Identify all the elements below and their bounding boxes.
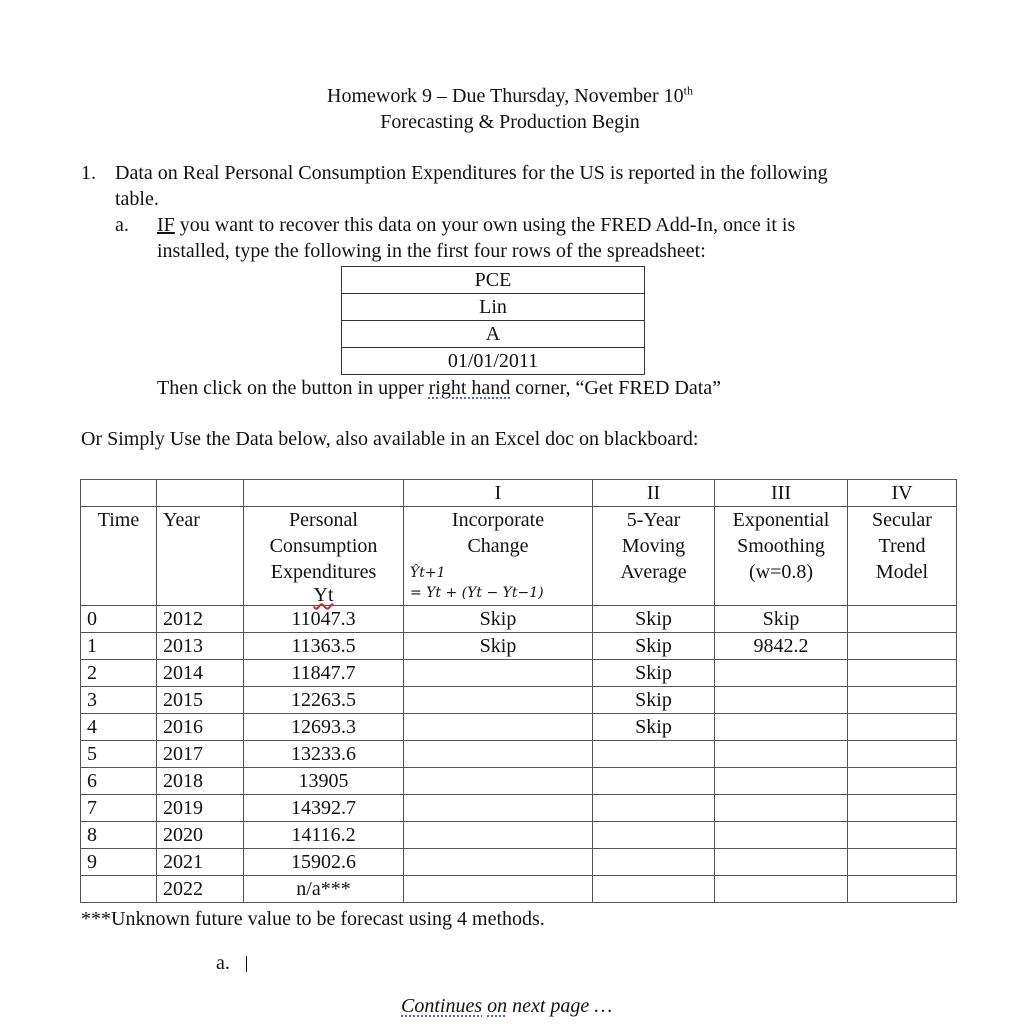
table-row [81, 741, 957, 768]
cell-moving-average: Skip [593, 687, 715, 714]
cell-exp-smoothing [715, 822, 848, 849]
header-method-4: Secular Trend Model [848, 507, 957, 606]
cell-time: 0 [81, 606, 157, 633]
table-row [81, 714, 957, 741]
cell-time: 4 [81, 714, 157, 741]
cell-incorporate-change [404, 660, 593, 687]
cell-trend [848, 795, 957, 822]
cell-year: 2017 [157, 741, 244, 768]
method-numeral: IV [848, 480, 957, 507]
table-row [81, 849, 957, 876]
config-cell: PCE [342, 267, 645, 294]
cell-incorporate-change [404, 849, 593, 876]
cell-trend [848, 660, 957, 687]
cell-moving-average [593, 768, 715, 795]
part-a-text-line2: installed, type the following in the first four rows of the spreadsheet: [157, 240, 706, 262]
cell-incorporate-change [404, 795, 593, 822]
cell-exp-smoothing [715, 687, 848, 714]
cell-year: 2019 [157, 795, 244, 822]
cell-exp-smoothing [715, 714, 848, 741]
table-row [81, 876, 957, 903]
cell-time: 6 [81, 768, 157, 795]
table-row [81, 633, 957, 660]
table-row [81, 660, 957, 687]
cell-trend [848, 714, 957, 741]
text-cursor [246, 956, 247, 972]
cell-moving-average: Skip [593, 714, 715, 741]
cell-incorporate-change: Skip [404, 606, 593, 633]
question-text-line2: table. [115, 188, 159, 210]
page-title: Homework 9 – Due Thursday, November 10th [327, 83, 693, 107]
cell-moving-average [593, 876, 715, 903]
cell-time: 8 [81, 822, 157, 849]
cell-exp-smoothing [715, 660, 848, 687]
sub-part-a: a. [216, 952, 247, 975]
pce-data-table [80, 479, 957, 903]
cell-exp-smoothing: Skip [715, 606, 848, 633]
table-row [81, 606, 957, 633]
cell-moving-average [593, 822, 715, 849]
cell-trend [848, 768, 957, 795]
pce-variable: Yt [313, 584, 334, 606]
cell-incorporate-change [404, 876, 593, 903]
table-row [81, 687, 957, 714]
cell-exp-smoothing [715, 795, 848, 822]
column-header-row [81, 507, 957, 606]
cell-moving-average: Skip [593, 606, 715, 633]
cell-time: 3 [81, 687, 157, 714]
cell-pce: 12263.5 [244, 687, 404, 714]
cell-pce: n/a*** [244, 876, 404, 903]
header-pce: Personal Consumption Expenditures Yt [244, 507, 404, 606]
footnote: ***Unknown future value to be forecast using 4 methods. [81, 908, 545, 930]
table-row [81, 795, 957, 822]
part-a-text-line1: IF you want to recover this data on your own using the FRED Add-In, once it is [157, 214, 796, 236]
cell-time: 1 [81, 633, 157, 660]
header-year: Year [157, 507, 244, 606]
cell-year: 2012 [157, 606, 244, 633]
or-instruction: Or Simply Use the Data below, also available in an Excel doc on blackboard: [81, 428, 699, 450]
cell-pce: 11047.3 [244, 606, 404, 633]
config-cell: 01/01/2011 [342, 348, 645, 375]
cell-trend [848, 606, 957, 633]
cell-pce: 11847.7 [244, 660, 404, 687]
cell-exp-smoothing [715, 741, 848, 768]
cell-year: 2018 [157, 768, 244, 795]
cell-moving-average [593, 741, 715, 768]
cell-incorporate-change [404, 714, 593, 741]
cell-year: 2022 [157, 876, 244, 903]
cell-year: 2020 [157, 822, 244, 849]
header-method-2: 5-Year Moving Average [593, 507, 715, 606]
question-text-line1: Data on Real Personal Consumption Expenditures for the US is reported in the following [115, 162, 828, 184]
cell-incorporate-change [404, 768, 593, 795]
cell-incorporate-change [404, 687, 593, 714]
fred-config-table [341, 266, 645, 375]
instruction-then: Then click on the button in upper right hand corner, “Get FRED Data” [157, 377, 722, 399]
cell-pce: 13233.6 [244, 741, 404, 768]
method-numeral: III [715, 480, 848, 507]
cell-trend [848, 687, 957, 714]
cell-exp-smoothing [715, 876, 848, 903]
cell-year: 2014 [157, 660, 244, 687]
cell-year: 2016 [157, 714, 244, 741]
cell-pce: 11363.5 [244, 633, 404, 660]
cell-exp-smoothing [715, 849, 848, 876]
cell-time: 2 [81, 660, 157, 687]
cell-exp-smoothing [715, 768, 848, 795]
cell-pce: 14392.7 [244, 795, 404, 822]
header-time: Time [81, 507, 157, 606]
header-method-3: Exponential Smoothing (w=0.8) [715, 507, 848, 606]
method-numeral: II [593, 480, 715, 507]
cell-time: 7 [81, 795, 157, 822]
cell-incorporate-change [404, 741, 593, 768]
config-cell: Lin [342, 294, 645, 321]
header-method-1: Incorporate Change Ŷt+1 = Yt + (Yt − Yt−1) [404, 507, 593, 606]
cell-incorporate-change [404, 822, 593, 849]
cell-moving-average: Skip [593, 660, 715, 687]
table-row [81, 768, 957, 795]
cell-time: 9 [81, 849, 157, 876]
page-subtitle: Forecasting & Production Begin [380, 111, 640, 133]
cell-trend [848, 822, 957, 849]
cell-moving-average: Skip [593, 633, 715, 660]
cell-incorporate-change: Skip [404, 633, 593, 660]
question-number: 1. [81, 162, 96, 184]
cell-trend [848, 876, 957, 903]
cell-time: 5 [81, 741, 157, 768]
naive-forecast-formula: Ŷt+1 = Yt + (Yt − Yt−1) [410, 565, 544, 601]
cell-pce: 14116.2 [244, 822, 404, 849]
cell-year: 2013 [157, 633, 244, 660]
table-row [81, 822, 957, 849]
cell-pce: 12693.3 [244, 714, 404, 741]
if-emphasis: IF [157, 214, 175, 236]
cell-year: 2015 [157, 687, 244, 714]
cell-pce: 13905 [244, 768, 404, 795]
cell-trend [848, 741, 957, 768]
continues-note: Continues on next page … [401, 995, 613, 1017]
cell-pce: 15902.6 [244, 849, 404, 876]
cell-moving-average [593, 849, 715, 876]
spellcheck-phrase: right hand [428, 377, 511, 399]
part-a-label: a. [115, 214, 129, 236]
cell-exp-smoothing: 9842.2 [715, 633, 848, 660]
cell-trend [848, 849, 957, 876]
config-cell: A [342, 321, 645, 348]
cell-trend [848, 633, 957, 660]
method-numeral: I [404, 480, 593, 507]
cell-time [81, 876, 157, 903]
cell-year: 2021 [157, 849, 244, 876]
cell-moving-average [593, 795, 715, 822]
roman-header-row [81, 480, 957, 507]
